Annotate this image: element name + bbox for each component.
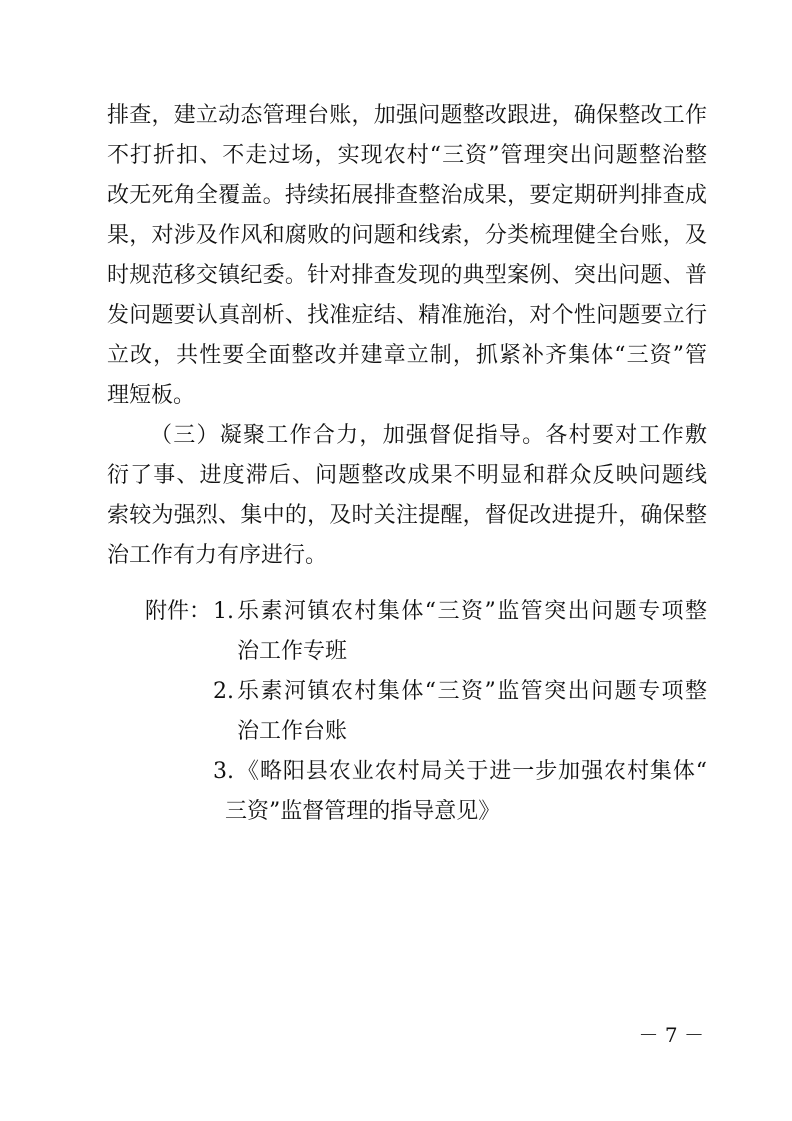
- attachment-3-title-line-2: 三资”监督管理的指导意见》: [225, 799, 501, 824]
- paragraph1-line-1: 排查，建立动态管理台账，加强问题整改跟进，确保整改工作: [107, 103, 707, 128]
- paragraph1-line-5: 时规范移交镇纪委。针对排查发现的典型案例、突出问题、普: [107, 263, 707, 288]
- paragraph2-line-4: 治工作有力有序进行。: [107, 543, 328, 568]
- attachment-3-title-line-1: 《略阳县农业农村局关于进一步加强农村集体“: [237, 759, 707, 784]
- paragraph1-line-7: 立改，共性要全面整改并建章立制，抓紧补齐集体“三资”管: [107, 343, 707, 368]
- attachment-1-title-line-1: 乐素河镇农村集体“三资”监管突出问题专项整: [237, 599, 707, 624]
- attachments-label: 附件：: [145, 599, 212, 624]
- attachment-3-number: 3.: [213, 759, 234, 784]
- paragraph2-line-2: 衍了事、进度滞后、问题整改成果不明显和群众反映问题线: [107, 463, 707, 488]
- paragraph1-line-3: 改无死角全覆盖。持续拓展排查整治成果，要定期研判排查成: [107, 183, 707, 208]
- page-number: － 7 －: [638, 1023, 704, 1047]
- attachment-2-title-line-1: 乐素河镇农村集体“三资”监管突出问题专项整: [237, 679, 707, 704]
- paragraph1-line-8: 理短板。: [107, 383, 196, 408]
- paragraph2-line-1: （三）凝聚工作合力，加强督促指导。各村要对工作敷: [150, 423, 707, 448]
- attachment-2-title-line-2: 治工作台账: [237, 719, 348, 744]
- paragraph1-line-6: 发问题要认真剖析、找准症结、精准施治，对个性问题要立行: [107, 303, 707, 328]
- attachment-1-number: 1.: [213, 599, 234, 624]
- paragraph2-line-3: 索较为强烈、集中的，及时关注提醒，督促改进提升，确保整: [107, 503, 707, 528]
- attachment-2-number: 2.: [213, 679, 234, 704]
- paragraph1-line-4: 果，对涉及作风和腐败的问题和线索，分类梳理健全台账，及: [107, 223, 707, 248]
- paragraph1-line-2: 不打折扣、不走过场，实现农村“三资”管理突出问题整治整: [107, 143, 707, 168]
- attachment-1-title-line-2: 治工作专班: [237, 639, 348, 664]
